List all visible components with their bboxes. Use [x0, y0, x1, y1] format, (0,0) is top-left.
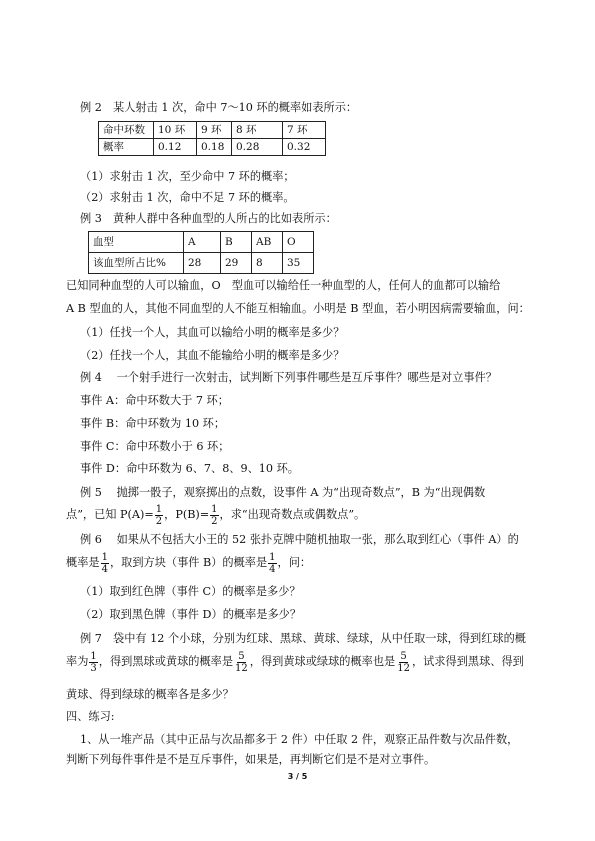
table-row — [89, 253, 314, 274]
table-cell: 0.32 — [283, 139, 326, 156]
fraction-one-half — [155, 504, 163, 527]
fraction-numerator: 1 — [269, 551, 276, 563]
text-fragment: ，问： — [277, 556, 312, 569]
table-cell: B — [221, 232, 252, 253]
fraction-one-half — [210, 504, 218, 527]
fraction-one-third — [89, 651, 97, 674]
table-cell: 该血型所占比% — [89, 253, 184, 274]
table-cell: 0.18 — [197, 139, 232, 156]
practice-heading: 四、练习: — [66, 710, 115, 723]
fraction-denominator: 4 — [101, 563, 108, 575]
example-7-line-1: 例 7 袋中有 12 个小球，分别为红球、黑球、黄球、绿球，从中任取一球，得到红球的概 — [80, 632, 526, 645]
example-4-title: 例 4 一个射手进行一次射击，试判断下列事件哪些是互斥事件？哪些是对立事件？ — [80, 371, 497, 384]
table-cell: 35 — [283, 253, 314, 274]
example-6-question-1: （1）取到红色牌（事件 C）的概率是多少？ — [80, 585, 301, 598]
text-fragment: ，P(B)= — [164, 508, 210, 521]
fraction-numerator: 5 — [400, 650, 407, 662]
fraction-numerator: 5 — [238, 650, 245, 662]
fraction-numerator: 1 — [90, 650, 97, 662]
fraction-numerator: 1 — [155, 503, 163, 515]
practice-item-1-line-1: 1、从一堆产品（其中正品与次品都多于 2 件）中任取 2 件，观察正品件数与次品件数， — [80, 733, 519, 746]
table-cell: 28 — [184, 253, 221, 274]
fraction-numerator: 1 — [211, 503, 218, 515]
text-fragment: ，得到黑球或黄球的概率是 — [98, 655, 234, 668]
example-7-line-3: 黄球、得到绿球的概率各是多少？ — [66, 688, 234, 701]
example-4-event-d: 事件 D：命中环数为 6、7、8、9、10 环。 — [80, 462, 299, 475]
example-6-line-2 — [66, 551, 311, 575]
example-3-table — [88, 231, 314, 274]
fraction-denominator: 12 — [397, 662, 410, 674]
text-fragment: ，试求得到黑球、得到 — [411, 655, 524, 668]
fraction-denominator: 4 — [269, 563, 276, 575]
example-6-question-2: （2）取到黑色牌（事件 D）的概率是多少？ — [80, 608, 302, 621]
example-3-paragraph-line-2: A B 型血的人，其他不同血型的人不能互相输血。小明是 B 型血，若小明因病需要输血，问： — [66, 302, 530, 315]
table-cell: 29 — [221, 253, 252, 274]
text-fragment: 率为 — [66, 655, 89, 668]
fraction-one-quarter — [101, 552, 109, 575]
example-2-question-2: （2）求射击 1 次，命中不足 7 环的概率。 — [80, 191, 295, 204]
table-cell: 血型 — [89, 232, 184, 253]
table-cell: A — [184, 232, 221, 253]
example-3-question-1: （1）任找一个人，其血可以输给小明的概率是多少？ — [80, 326, 345, 339]
example-3-paragraph-line-1: 已知同种血型的人可以输血，O 型血可以输给任一种血型的人，任何人的血都可以输给 — [66, 279, 501, 292]
table-cell: O — [283, 232, 314, 253]
table-header-row — [89, 232, 314, 253]
table-cell: 0.12 — [154, 139, 197, 156]
table-cell: 命中环数 — [99, 122, 154, 139]
fraction-denominator: 2 — [211, 515, 218, 527]
table-cell: 9 环 — [197, 122, 232, 139]
table-cell: AB — [252, 232, 283, 253]
text-fragment: ，求“出现奇数点或偶数点”。 — [219, 508, 366, 521]
fraction-five-twelfths — [396, 651, 411, 674]
text-fragment: 点”，已知 P(A)= — [66, 508, 154, 521]
text-fragment: 概率是 — [66, 556, 100, 569]
example-4-event-c: 事件 C：命中环数小于 6 环； — [80, 440, 230, 453]
text-fragment: ，得到黄球或绿球的概率也是 — [249, 655, 396, 668]
example-7-line-2 — [66, 650, 524, 674]
table-row — [99, 139, 326, 156]
example-6-line-1: 例 6 如果从不包括大小王的 52 张扑克牌中随机抽取一张，那么取到红心（事件 A）的 — [80, 533, 519, 546]
example-4-event-a: 事件 A：命中环数大于 7 环； — [80, 394, 229, 407]
example-5-line-2 — [66, 503, 365, 527]
example-3-title: 例 3 黄种人群中各种血型的人所占的比如表所示： — [80, 212, 337, 225]
example-3-question-2: （2）任找一个人，其血不能输给小明的概率是多少？ — [80, 349, 345, 362]
table-header-row — [99, 122, 326, 139]
page-number: 3 / 5 — [287, 772, 308, 781]
practice-item-1-line-2: 判断下列每件事件是不是互斥事件，如果是，再判断它们是不是对立事件。 — [66, 753, 436, 766]
example-5-line-1: 例 5 抛掷一骰子，观察掷出的点数，设事件 A 为“出现奇数点”，B 为“出现偶数 — [80, 486, 486, 499]
fraction-one-quarter — [268, 552, 276, 575]
fraction-denominator: 3 — [90, 662, 97, 674]
example-2-title: 例 2 某人射击 1 次，命中 7～10 环的概率如表所示： — [80, 101, 358, 114]
example-2-question-1: （1）求射击 1 次，至少命中 7 环的概率； — [80, 170, 295, 183]
table-cell: 8 — [252, 253, 283, 274]
fraction-five-twelfths — [234, 651, 249, 674]
table-cell: 7 环 — [283, 122, 326, 139]
example-4-event-b: 事件 B：命中环数为 10 环； — [80, 417, 226, 430]
fraction-denominator: 2 — [155, 515, 163, 527]
text-fragment: ，取到方块（事件 B）的概率是 — [109, 556, 268, 569]
table-cell: 概率 — [99, 139, 154, 156]
fraction-denominator: 12 — [235, 662, 248, 674]
table-cell: 0.28 — [232, 139, 283, 156]
fraction-numerator: 1 — [101, 551, 108, 563]
table-cell: 10 环 — [154, 122, 197, 139]
table-cell: 8 环 — [232, 122, 283, 139]
example-2-table — [98, 121, 326, 156]
